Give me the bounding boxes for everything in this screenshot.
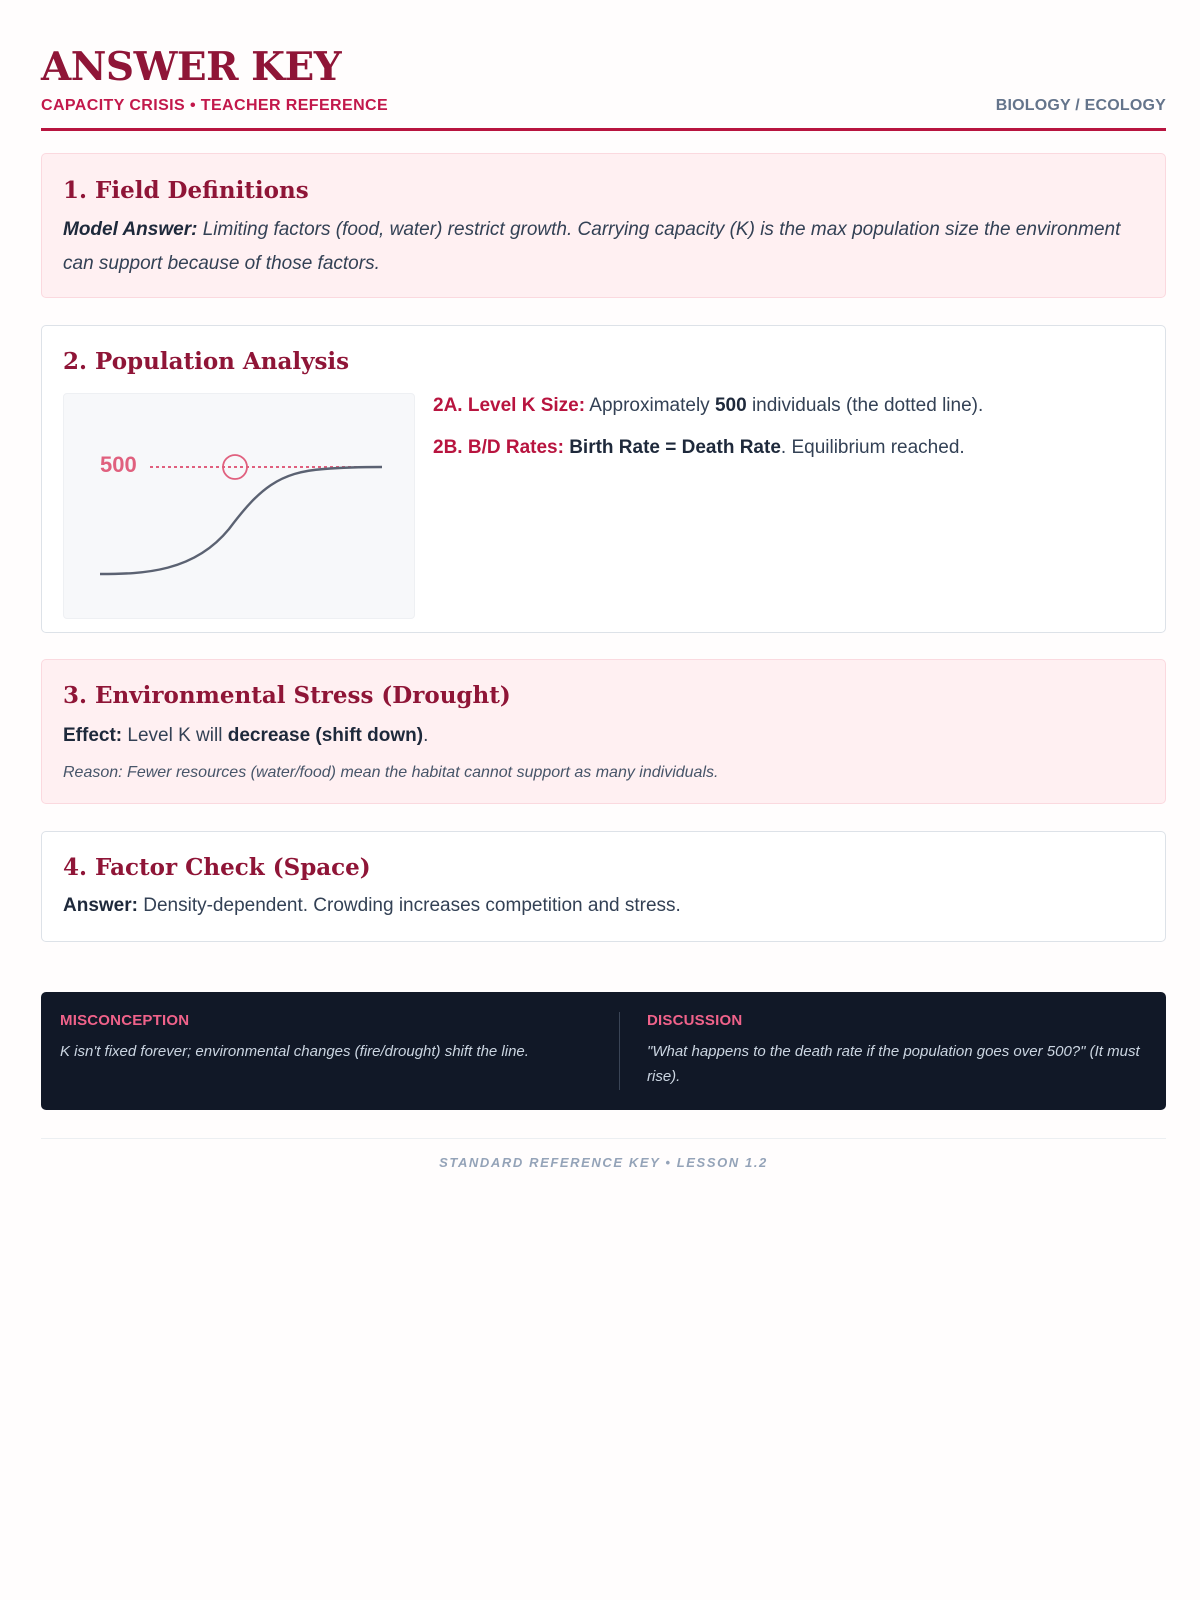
section-heading: 2. Population Analysis [63, 348, 350, 375]
logistic-growth-chart [63, 393, 415, 619]
section-heading: 4. Factor Check (Space) [63, 854, 371, 881]
page-title: ANSWER KEY [41, 44, 342, 90]
discussion-label: DISCUSSION [647, 1012, 743, 1029]
notes-divider [619, 1012, 620, 1090]
model-answer [63, 213, 1144, 281]
footer-text: STANDARD REFERENCE KEY • LESSON 1.2 [439, 1155, 768, 1170]
answer-2b-bold: Birth Rate = Death Rate [569, 437, 781, 458]
chart-svg [64, 394, 414, 618]
answer-2a-label: 2A. Level K Size: [433, 395, 586, 416]
misconception-text: K isn't fixed forever; environmental changes (fire/drought) shift the line. [60, 1043, 529, 1060]
misconception-label: MISCONCEPTION [60, 1012, 190, 1029]
page-subtitle: CAPACITY CRISIS • TEACHER REFERENCE [41, 97, 389, 114]
section-heading: 3. Environmental Stress (Drought) [63, 682, 511, 709]
effect-label: Effect: [63, 725, 123, 746]
answer-2a [433, 389, 1144, 423]
k-value-label: 500 [100, 452, 137, 477]
section-population-analysis [41, 325, 1166, 633]
answer-2b-post: . Equilibrium reached. [780, 437, 965, 458]
answer-label: Answer: [63, 895, 138, 916]
effect-pre: Level K will [127, 725, 223, 746]
logistic-curve [100, 467, 382, 574]
answer-text: Density-dependent. Crowding increases competition and stress. [143, 895, 681, 916]
misconception-note [60, 1012, 600, 1064]
model-answer-text: Limiting factors (food, water) restrict growth. Carrying capacity (K) is the max population size the environment can support because of those factors. [63, 219, 1121, 274]
section-factor-check [41, 831, 1166, 942]
section-field-definitions [41, 153, 1166, 298]
answer-2a-pre: Approximately [589, 395, 710, 416]
discussion-note [647, 1012, 1147, 1089]
effect-bold: decrease (shift down) [227, 725, 424, 746]
effect-line [63, 719, 1144, 753]
answer-2b-label: 2B. B/D Rates: [433, 437, 564, 458]
answer-2a-value: 500 [714, 395, 747, 416]
section-environmental-stress [41, 659, 1166, 804]
subject-tag: BIOLOGY / ECOLOGY [995, 97, 1166, 114]
reason-line: Reason: Fewer resources (water/food) mean the habitat cannot support as many individuals. [63, 764, 719, 781]
teacher-notes-panel [41, 992, 1166, 1110]
answer-line [63, 889, 1144, 923]
section-heading: 1. Field Definitions [63, 177, 309, 204]
model-answer-label: Model Answer: [63, 219, 198, 240]
answer-2a-post: individuals (the dotted line). [751, 395, 984, 416]
header [41, 0, 1166, 131]
answer-2b [433, 431, 1144, 465]
discussion-text: "What happens to the death rate if the population goes over 500?" (It must rise). [647, 1043, 1140, 1085]
effect-post: . [423, 725, 429, 746]
footer-divider [41, 1138, 1166, 1139]
